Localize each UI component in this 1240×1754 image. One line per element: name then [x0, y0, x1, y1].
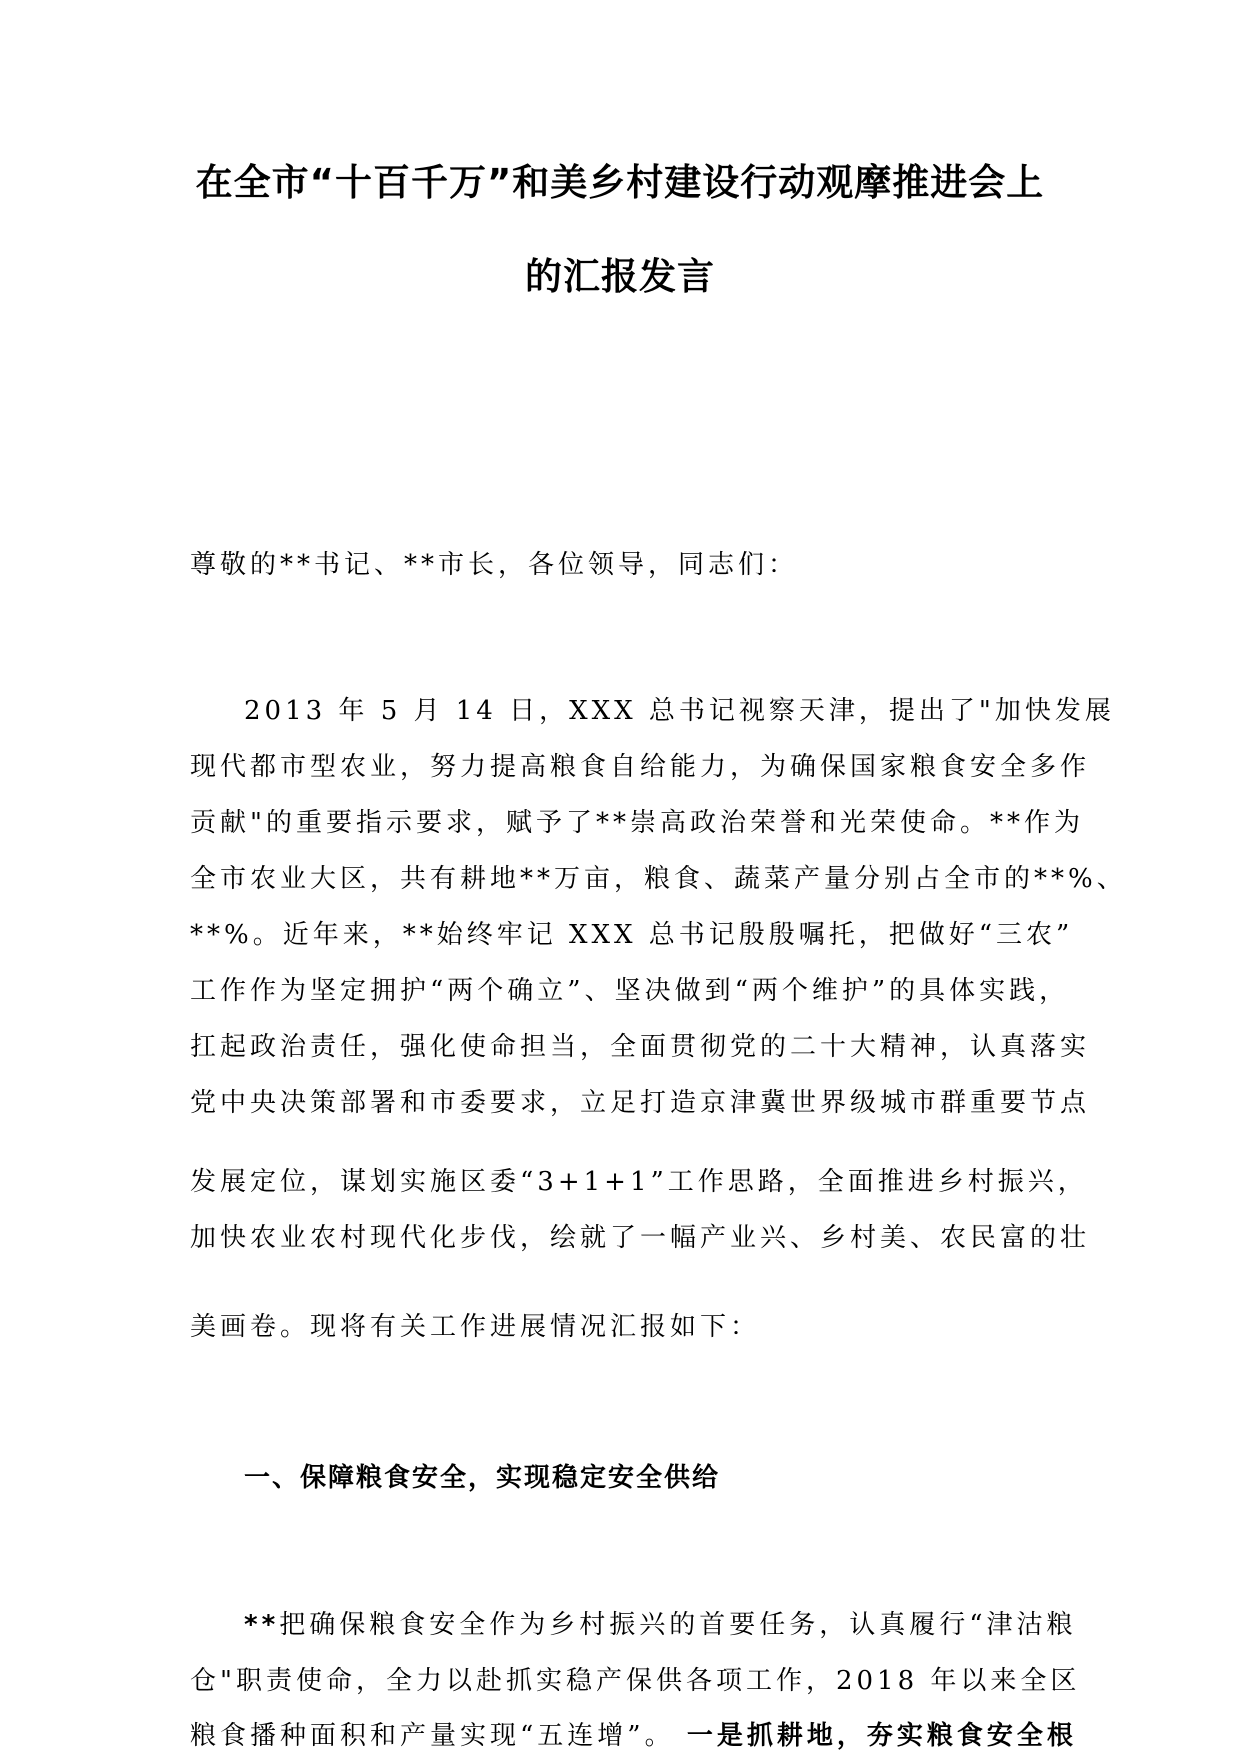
- paragraph-1-line: **%。近年来，**始终牢记 XXX 总书记殷殷嘱托，把做好“三农”: [190, 920, 1074, 950]
- paragraph-2-line: [190, 1719, 1077, 1753]
- paragraph-2-line: [244, 1608, 1104, 1642]
- paragraph-2-line: 仓"职责使命，全力以赴抓实稳产保供各项工作，2018 年以来全区: [190, 1666, 1081, 1696]
- paragraph-1-line: 工作作为坚定拥护“两个确立”、坚决做到“两个维护”的具体实践，: [190, 976, 1070, 1006]
- paragraph-1-line: 扛起政治责任，强化使命担当，全面贯彻党的二十大精神，认真落实: [190, 1032, 1091, 1062]
- paragraph-2-line-text: 把确保粮食安全作为乡村振兴的首要任务，认真履行“津沽粮: [279, 1610, 1077, 1640]
- paragraph-1-line: 美画卷。现将有关工作进展情况汇报如下：: [190, 1312, 761, 1342]
- paragraph-2-line-text: 粮食播种面积和产量实现“五连增”。: [190, 1721, 687, 1751]
- paragraph-1-line: 现代都市型农业，努力提高粮食自给能力，为确保国家粮食安全多作: [190, 752, 1091, 782]
- paragraph-1-line: 2013 年 5 月 14 日，XXX 总书记视察天津，提出了"加快发展: [244, 696, 1115, 726]
- paragraph-1-line: 全市农业大区，共有耕地**万亩，粮食、蔬菜产量分别占全市的**%、: [190, 864, 1127, 894]
- document-title-line-1: 在全市“十百千万”和美乡村建设行动观摩推进会上: [195, 161, 1045, 204]
- paragraph-1-line: 党中央决策部署和市委要求，立足打造京津冀世界级城市群重要节点: [190, 1088, 1091, 1118]
- section-1-heading: 一、保障粮食安全，实现稳定安全供给: [244, 1463, 721, 1493]
- salutation: 尊敬的**书记、**市长，各位领导，同志们：: [190, 550, 799, 580]
- paragraph-2-bold-text: 一是抓耕地，夯实粮食安全根: [686, 1721, 1077, 1751]
- paragraph-2-bold-marker: **: [244, 1610, 280, 1640]
- paragraph-1-line: 发展定位，谋划实施区委“3+1+1”工作思路，全面推进乡村振兴，: [190, 1167, 1088, 1197]
- paragraph-1-line: 贡献"的重要指示要求，赋予了**崇高政治荣誉和光荣使命。**作为: [190, 808, 1084, 838]
- paragraph-1-line: 加快农业农村现代化步伐，绘就了一幅产业兴、乡村美、农民富的壮: [190, 1223, 1091, 1253]
- document-title-line-2: 的汇报发言: [525, 255, 715, 298]
